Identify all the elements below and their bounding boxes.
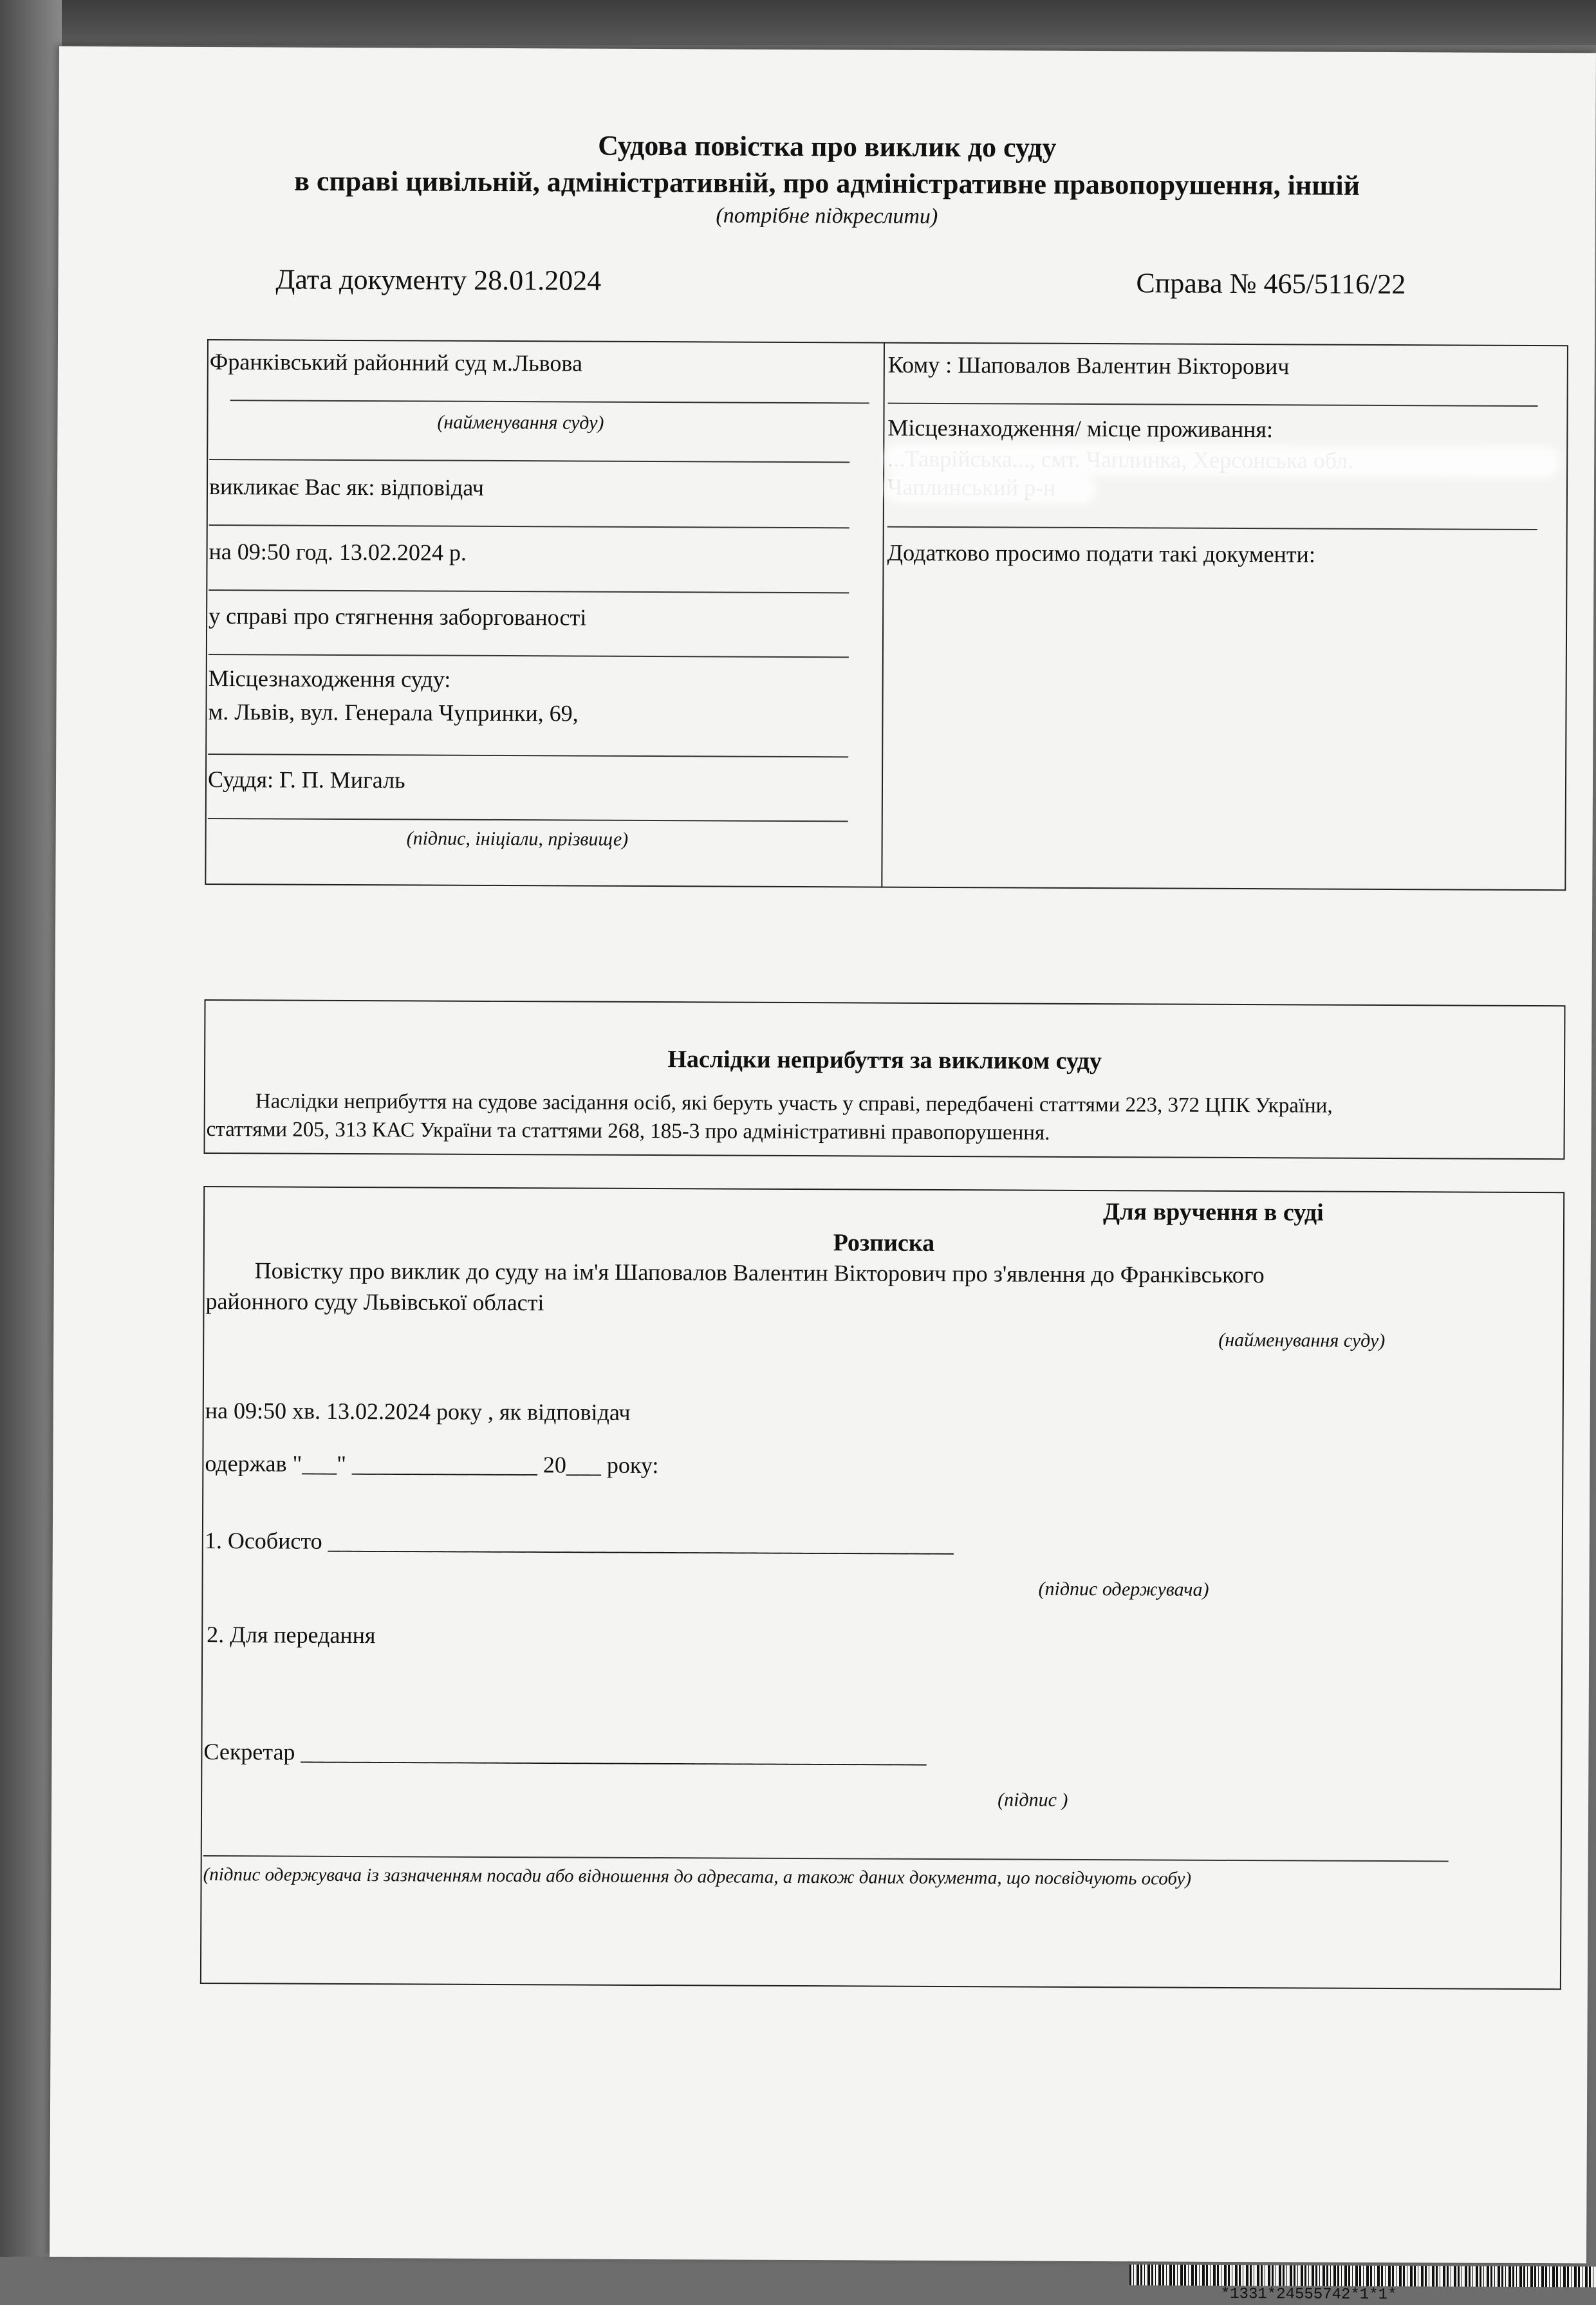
judge-caption: (підпис, ініціали, прізвище) bbox=[406, 828, 629, 850]
summons-page bbox=[50, 46, 1596, 2304]
recipient-name: Кому : Шаповалов Валентин Вікторович bbox=[887, 351, 1290, 380]
received-date-line: одержав "___" ________________ 20___ року: bbox=[205, 1450, 659, 1479]
personally-signature-line: 1. Особисто ______________________________________________________ bbox=[204, 1528, 954, 1557]
receipt-bottom-caption: (підпис одержувача із зазначенням посади або відношення до адресата, а також даних документа, що посвідчують особу) bbox=[203, 1864, 1192, 1889]
for-transfer-label: 2. Для передання bbox=[207, 1622, 376, 1649]
consequences-text-1: Наслідки неприбуття на судове засідання осіб, які беруть участь у справі, передбачені статтями 223, 372 ЦПК України, bbox=[255, 1089, 1333, 1118]
receipt-text-1: Повістку про виклик до суду на ім'я Шаповалов Валентин Вікторович про з'явлення до Франківського bbox=[254, 1257, 1265, 1288]
consequences-title: Наслідки неприбуття за викликом суду bbox=[667, 1046, 1102, 1075]
receipt-court-caption: (найменування суду) bbox=[1218, 1329, 1386, 1352]
court-location-label: Місцезнаходження суду: bbox=[208, 665, 451, 692]
redaction-blur bbox=[884, 472, 1097, 504]
scanner-edge-top bbox=[0, 0, 1596, 45]
extra-documents-label: Додатково просимо подати такі документи: bbox=[887, 539, 1315, 568]
court-name-caption: (найменування суду) bbox=[437, 411, 604, 434]
recipient-signature-caption: (підпис одержувача) bbox=[1038, 1578, 1209, 1600]
for-court-delivery: Для вручення в суді bbox=[1103, 1198, 1324, 1227]
receipt-title: Розписка bbox=[833, 1229, 935, 1257]
judge-name: Суддя: Г. П. Мигаль bbox=[207, 766, 405, 793]
document-date: Дата документу 28.01.2024 bbox=[275, 263, 602, 297]
court-location-value: м. Львів, вул. Генерала Чупринки, 69, bbox=[208, 699, 579, 727]
receipt-time-line: на 09:50 хв. 13.02.2024 року , як відповідач bbox=[205, 1398, 631, 1425]
secretary-signature-caption: (підпис ) bbox=[998, 1789, 1068, 1811]
address-label: Місцезнаходження/ місце проживання: bbox=[887, 414, 1274, 443]
consequences-text-2: статтями 205, 313 КАС України та статтями 268, 185-3 про адміністративні правопорушення. bbox=[206, 1118, 1050, 1145]
document-barcode bbox=[1129, 2264, 1596, 2287]
title-line-2: в справі цивільній, адміністративній, про адміністративне правопорушення, іншій bbox=[294, 165, 1360, 201]
case-number: Справа № 465/5116/22 bbox=[1136, 267, 1406, 301]
secretary-signature-line: Секретар ______________________________________________________ bbox=[203, 1739, 927, 1768]
court-name: Франківський районний суд м.Львова bbox=[209, 349, 583, 376]
title-line-1: Судова повістка про виклик до суду bbox=[598, 129, 1057, 163]
case-subject: у справі про стягнення заборгованості bbox=[209, 603, 587, 631]
summoned-as: викликає Вас як: відповідач bbox=[209, 474, 485, 501]
title-note: (потрібне підкреслити) bbox=[716, 203, 938, 228]
hearing-time: на 09:50 год. 13.02.2024 р. bbox=[209, 539, 467, 566]
receipt-text-2: районного суду Львівської області bbox=[205, 1288, 544, 1316]
barcode-number: *1331*24555742*1*1* bbox=[1220, 2285, 1397, 2304]
